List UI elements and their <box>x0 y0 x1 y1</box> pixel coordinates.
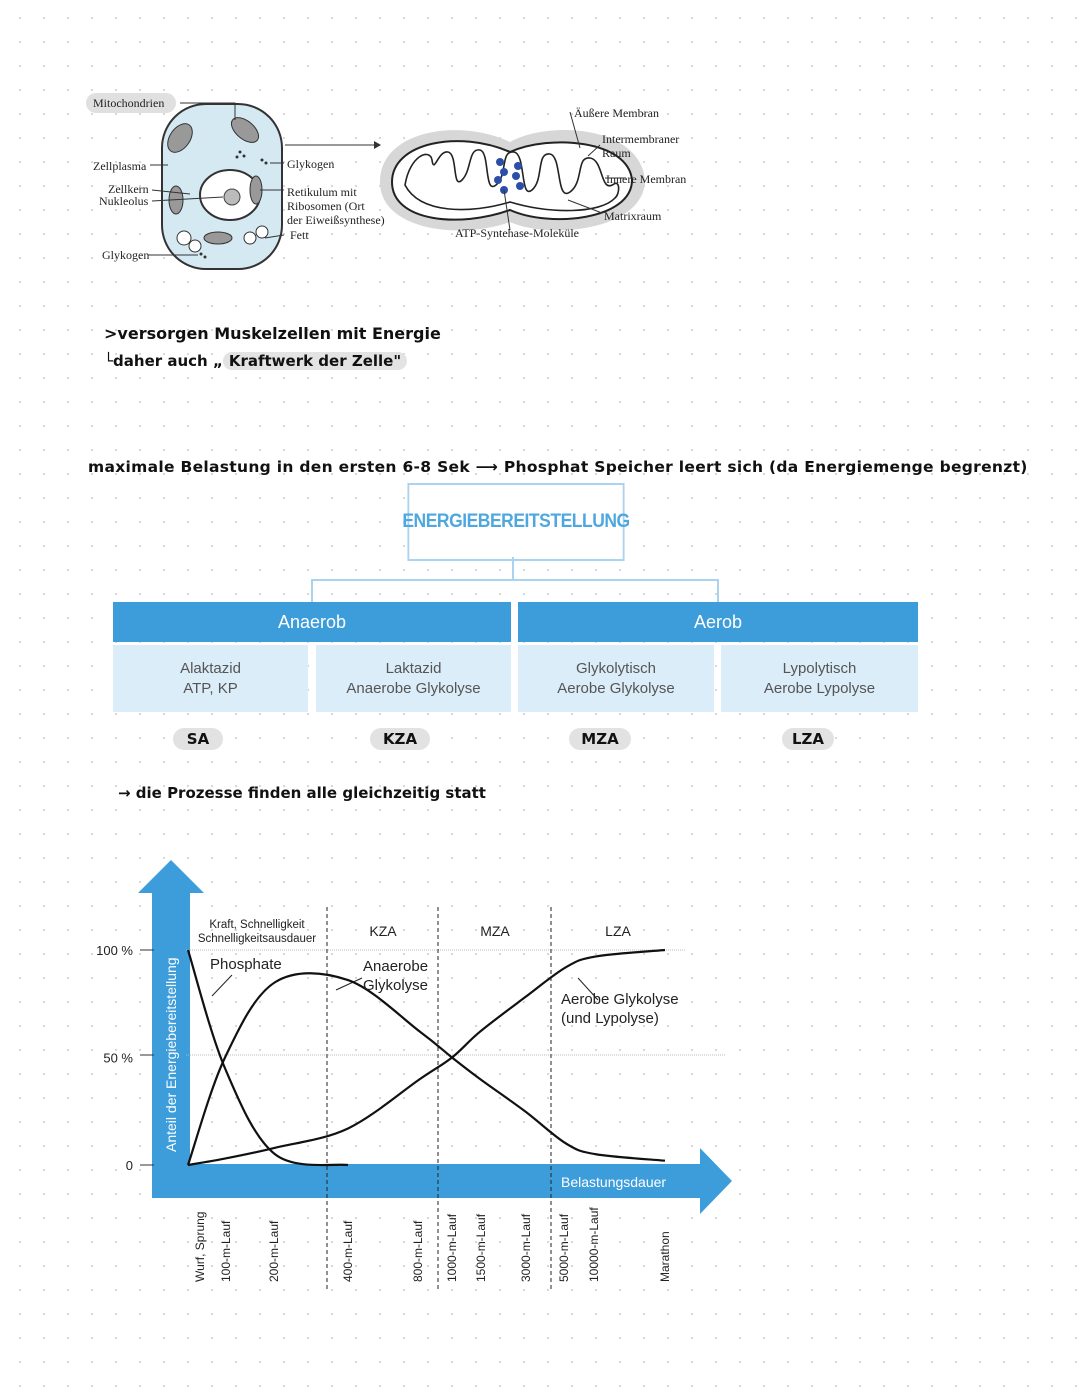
x-tick-label: Wurf, Sprung <box>193 1211 207 1282</box>
series-phosphate-line <box>188 950 348 1165</box>
note-line-3: maximale Belastung in den ersten 6-8 Sek ⟶ Phosphat Speicher leert sich (da Energiemenge begrenzt) <box>88 458 1028 476</box>
series-label-aerobe-1: Aerobe Glykolyse <box>561 991 679 1008</box>
series-label-phosphate: Phosphate <box>210 956 282 973</box>
energy-title: ENERGIEBEREITSTELLUNG <box>402 511 630 532</box>
label-retikulum-1: Retikulum mit <box>287 185 357 199</box>
cell-line2: ATP, KP <box>183 679 238 697</box>
label-aeussere-membran: Äußere Membran <box>574 106 659 120</box>
x-tick-label: 100-m-Lauf <box>219 1220 233 1282</box>
label-atp-synthase: ATP-Syntehase-Moleküle <box>455 226 579 240</box>
cell-line1: Lypolytisch <box>782 659 857 677</box>
pill-lza: LZA <box>782 728 834 750</box>
pill-sa: SA <box>173 728 223 750</box>
label-retikulum-2: Ribosomen (Ort <box>287 199 365 213</box>
pill-mza: MZA <box>569 728 631 750</box>
zone-label-mza: MZA <box>480 923 510 939</box>
cell-line1: Laktazid <box>385 659 442 677</box>
cell-line2: Anaerobe Glykolyse <box>346 679 481 697</box>
x-tick-label: 10000-m-Lauf <box>587 1207 601 1282</box>
label-retikulum-3: der Eiweißsynthese) <box>287 213 385 227</box>
note-highlight: Kraftwerk der Zelle" <box>223 352 407 370</box>
zone-label-schnelligkeitsausdauer: Schnelligkeitsausdauer <box>197 933 317 945</box>
cell-line1: Glykolytisch <box>575 659 657 677</box>
cell-line2: Aerobe Lypolyse <box>763 679 876 697</box>
cell-line1: Alaktazid <box>180 659 241 677</box>
label-glykogen-bottom: Glykogen <box>102 248 150 262</box>
x-tick-label: Marathon <box>658 1231 672 1282</box>
zone-label-kza: KZA <box>369 923 397 939</box>
x-tick-label: 800-m-Lauf <box>411 1220 425 1282</box>
label-intermembran-2: Raum <box>602 146 631 160</box>
y-tick-label: 0 <box>125 1158 133 1173</box>
label-matrixraum: Matrixraum <box>604 209 662 223</box>
label-zellkern: Zellkern <box>108 182 149 196</box>
label-nukleolus: Nukleolus <box>99 194 149 208</box>
x-tick-label: 200-m-Lauf <box>267 1220 281 1282</box>
group-anaerob-label: Anaerob <box>277 611 347 632</box>
x-tick-label: 1500-m-Lauf <box>474 1213 488 1282</box>
note-line-4: → die Prozesse finden alle gleichzeitig statt <box>118 784 486 802</box>
label-glykogen-right: Glykogen <box>287 157 335 171</box>
x-axis-label: Belastungsdauer <box>561 1174 667 1190</box>
label-mitochondrien: Mitochondrien <box>93 96 165 110</box>
x-tick-label: 1000-m-Lauf <box>445 1213 459 1282</box>
y-axis-label: Anteil der Energiebereitstellung <box>163 957 179 1152</box>
x-tick-label: 3000-m-Lauf <box>519 1213 533 1282</box>
label-innere-membran: Innere Membran <box>606 172 687 186</box>
group-aerob-label: Aerob <box>693 611 743 632</box>
x-tick-label: 5000-m-Lauf <box>557 1213 571 1282</box>
series-label-anaerobe-1: Anaerobe <box>363 958 429 975</box>
zone-label-lza: LZA <box>605 923 631 939</box>
label-zellplasma: Zellplasma <box>93 159 147 173</box>
x-tick-label: 400-m-Lauf <box>341 1220 355 1282</box>
label-intermembran-1: Intermembraner <box>602 132 680 146</box>
y-tick-label: 100 % <box>96 943 133 958</box>
note-line-1: >versorgen Muskelzellen mit Energie <box>104 324 441 343</box>
cell-line2: Aerobe Glykolyse <box>557 679 675 697</box>
pill-kza: KZA <box>370 728 430 750</box>
y-tick-label: 50 % <box>103 1050 133 1066</box>
series-label-aerobe-2: (und Lypolyse) <box>561 1010 659 1027</box>
note-line-2-prefix: └daher auch „ <box>104 352 223 370</box>
series-label-anaerobe-2: Glykolyse <box>363 977 429 994</box>
label-fett: Fett <box>290 228 309 242</box>
zone-label-kraft: Kraft, Schnelligkeit <box>209 919 305 931</box>
